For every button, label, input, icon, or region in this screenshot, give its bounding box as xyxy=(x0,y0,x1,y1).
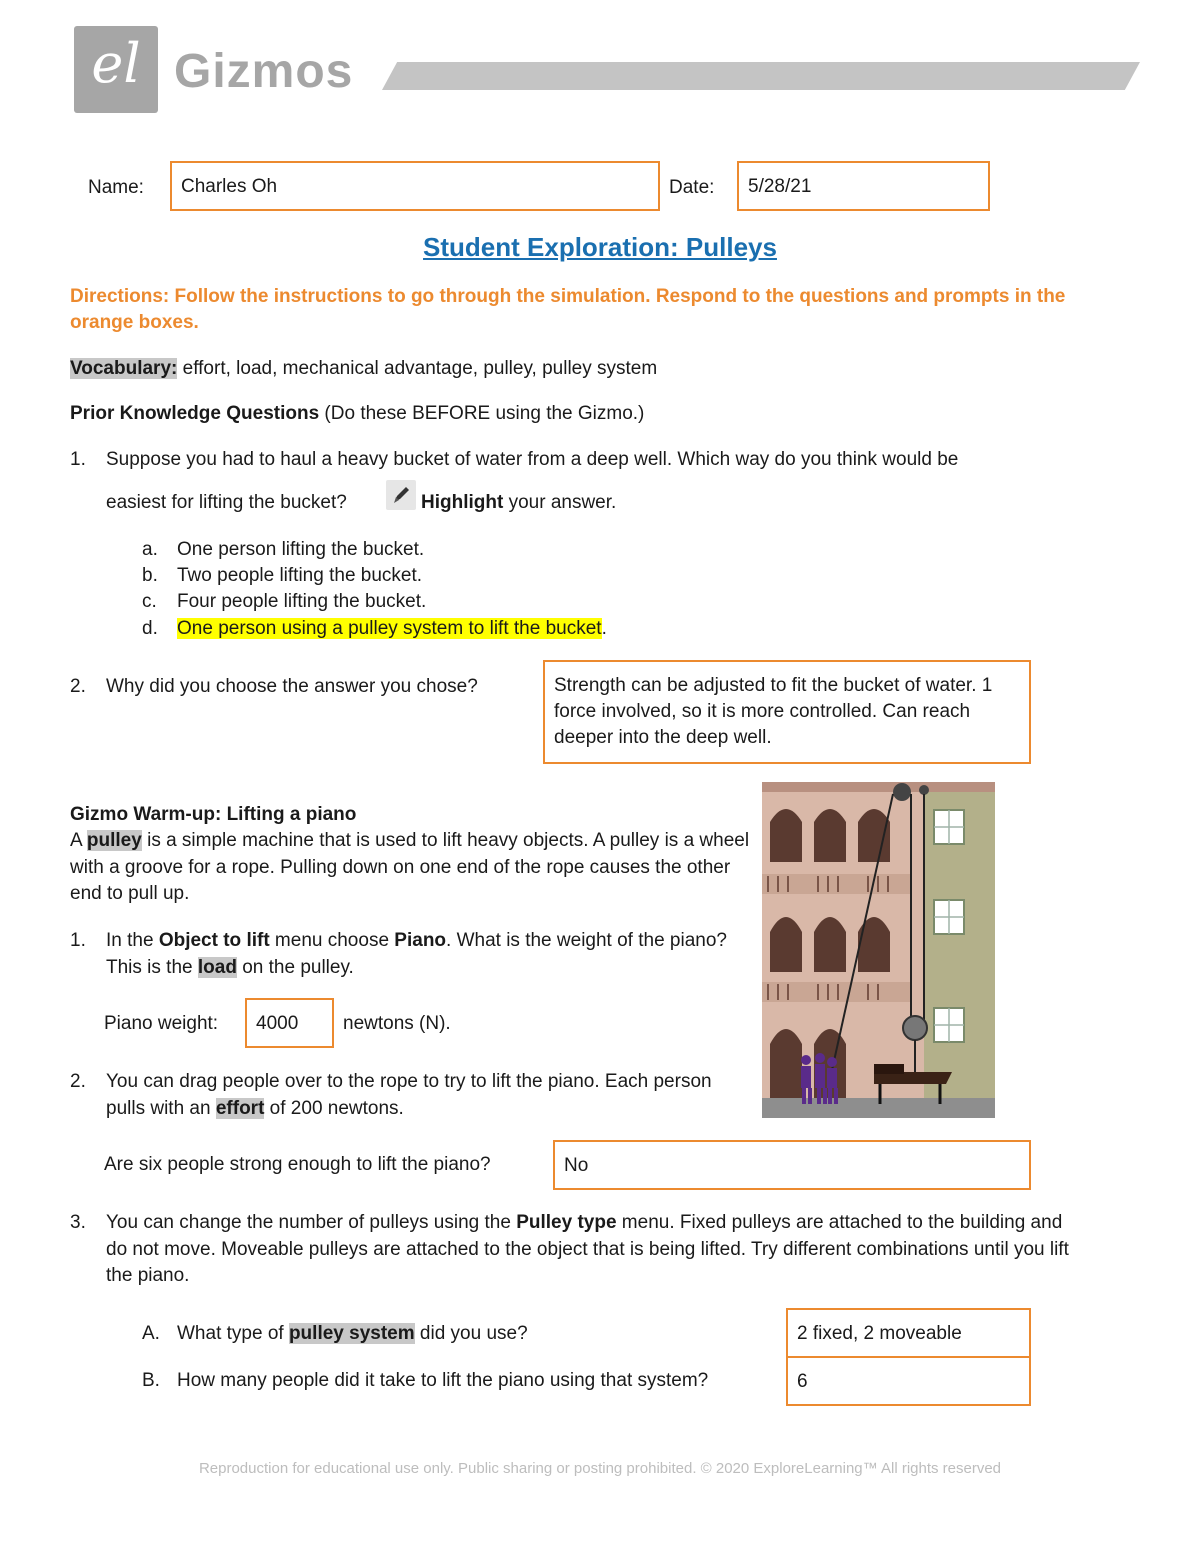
q1-part: . What is the weight of the piano? This is the xyxy=(106,930,727,978)
q3a-letter: A. xyxy=(142,1323,160,1344)
term-pulley: pulley xyxy=(86,830,142,851)
warmup-q3-number: 3. xyxy=(70,1212,86,1233)
term-effort: effort xyxy=(215,1097,265,1119)
prior-q1-instruction xyxy=(421,490,616,516)
option-a-letter: a. xyxy=(142,539,158,560)
highlight-word: Highlight xyxy=(421,492,504,513)
q1-bold: Piano xyxy=(394,930,447,951)
vocabulary-text: effort, load, mechanical advantage, pulley, pulley system xyxy=(177,358,658,379)
q3-part: You can change the number of pulleys using the xyxy=(106,1212,517,1233)
q1-part: In the xyxy=(106,930,159,951)
option-d-end: . xyxy=(601,618,607,639)
q3b-letter: B. xyxy=(142,1370,160,1391)
people-count-answer-field[interactable] xyxy=(786,1356,1031,1406)
pulley-system-answer: 2 fixed, 2 moveable xyxy=(797,1323,962,1344)
q3-part: menu. Fixed pulleys are attached to the building and do not move. Moveable pulleys are attached to the object that is being lifted. Try different combinations until you lift the piano. xyxy=(106,1212,1069,1286)
pencil-icon xyxy=(386,480,416,510)
brand-name: Gizmos xyxy=(174,45,354,98)
q3b-text: How many people did it take to lift the piano using that system? xyxy=(177,1370,709,1391)
pulley-system-answer-field[interactable] xyxy=(786,1308,1031,1358)
q3-bold: Pulley type xyxy=(516,1212,617,1233)
option-d-text: One person using a pulley system to lift the bucket xyxy=(177,618,602,639)
warmup-q1-number: 1. xyxy=(70,930,86,951)
warmup-q2-text xyxy=(106,1069,746,1122)
footer-copyright: Reproduction for educational use only. Public sharing or posting prohibited. © 2020 ExploreLearning™ All rights reserved xyxy=(198,1460,1002,1477)
prior-q2-text: Why did you choose the answer you chose? xyxy=(106,676,478,697)
option-c-letter: c. xyxy=(142,591,157,612)
q3a-text xyxy=(177,1321,528,1347)
prior-q2-answer: Strength can be adjusted to fit the bucket of water. 1 force involved, so it is more controlled. Can reach deeper into the deep well. xyxy=(554,675,993,748)
prior-q2-number: 2. xyxy=(70,676,86,697)
q1-part: on the pulley. xyxy=(236,956,354,978)
q2-part: of 200 newtons. xyxy=(264,1097,404,1119)
directions: Directions: Follow the instructions to go through the simulation. Respond to the questions and prompts in the orange boxes. xyxy=(70,286,1066,333)
option-a-text[interactable]: One person lifting the bucket. xyxy=(177,539,425,560)
piano-weight-label: Piano weight: xyxy=(104,1013,219,1034)
prior-q1-number: 1. xyxy=(70,449,86,470)
date-value: 5/28/21 xyxy=(748,176,812,197)
prior-heading-text: Prior Knowledge Questions xyxy=(70,403,320,424)
page-title: Student Exploration: Pulleys xyxy=(423,232,777,262)
warmup-intro xyxy=(70,828,752,908)
q1-part: menu choose xyxy=(269,930,395,951)
q1-bold: Object to lift xyxy=(158,930,270,951)
people-count-answer: 6 xyxy=(797,1371,808,1392)
warmup-q3-text xyxy=(106,1210,1076,1290)
intro-part: is a simple machine that is used to lift heavy objects. A pulley is a wheel with a groove for a rope. Pulling down on one end of the rope causes the other end to pull up. xyxy=(70,830,750,904)
intro-part: A xyxy=(70,830,87,851)
warmup-heading xyxy=(70,802,356,828)
term-load: load xyxy=(197,956,237,978)
term-pulley-system: pulley system xyxy=(288,1323,415,1344)
prior-knowledge-heading xyxy=(70,401,644,427)
warmup-q2-number: 2. xyxy=(70,1071,86,1092)
six-people-answer-field[interactable] xyxy=(553,1140,1031,1190)
option-b-text[interactable]: Two people lifting the bucket. xyxy=(177,565,423,586)
date-field[interactable] xyxy=(737,161,990,211)
prior-q1-line2-end: your answer. xyxy=(503,492,617,513)
header-bar xyxy=(382,62,1140,90)
six-people-question: Are six people strong enough to lift the piano? xyxy=(104,1154,491,1175)
six-people-answer: No xyxy=(564,1155,589,1176)
q3a-part: did you use? xyxy=(414,1323,528,1344)
vocabulary xyxy=(70,356,657,382)
prior-q1-line1: Suppose you had to haul a heavy bucket of water from a deep well. Which way do you think would be xyxy=(106,449,959,470)
vocabulary-label: Vocabulary: xyxy=(70,358,178,379)
prior-q2-answer-box[interactable] xyxy=(543,660,1031,764)
name-label: Name: xyxy=(88,177,144,198)
prior-note: (Do these BEFORE using the Gizmo.) xyxy=(319,403,645,424)
piano-weight-value: 4000 xyxy=(256,1013,299,1034)
name-field[interactable] xyxy=(170,161,660,211)
name-value: Charles Oh xyxy=(181,176,278,197)
prior-q1-line2: easiest for lifting the bucket? xyxy=(106,492,347,513)
pulley-simulation-image xyxy=(762,782,995,1118)
option-b-letter: b. xyxy=(142,565,158,586)
warmup-heading-text: Gizmo Warm-up: Lifting a piano xyxy=(70,804,357,825)
q2-part: You can drag people over to the rope to try to lift the piano. Each person pulls with an xyxy=(106,1071,712,1119)
option-d[interactable] xyxy=(177,616,607,642)
logo-glyph: el xyxy=(91,32,141,95)
q3a-part: What type of xyxy=(177,1323,289,1344)
warmup-q1-text xyxy=(106,928,746,981)
piano-weight-field[interactable] xyxy=(245,998,334,1048)
option-d-letter: d. xyxy=(142,618,158,639)
option-c-text[interactable]: Four people lifting the bucket. xyxy=(177,591,427,612)
date-label: Date: xyxy=(669,177,715,198)
piano-weight-unit: newtons (N). xyxy=(343,1013,451,1034)
